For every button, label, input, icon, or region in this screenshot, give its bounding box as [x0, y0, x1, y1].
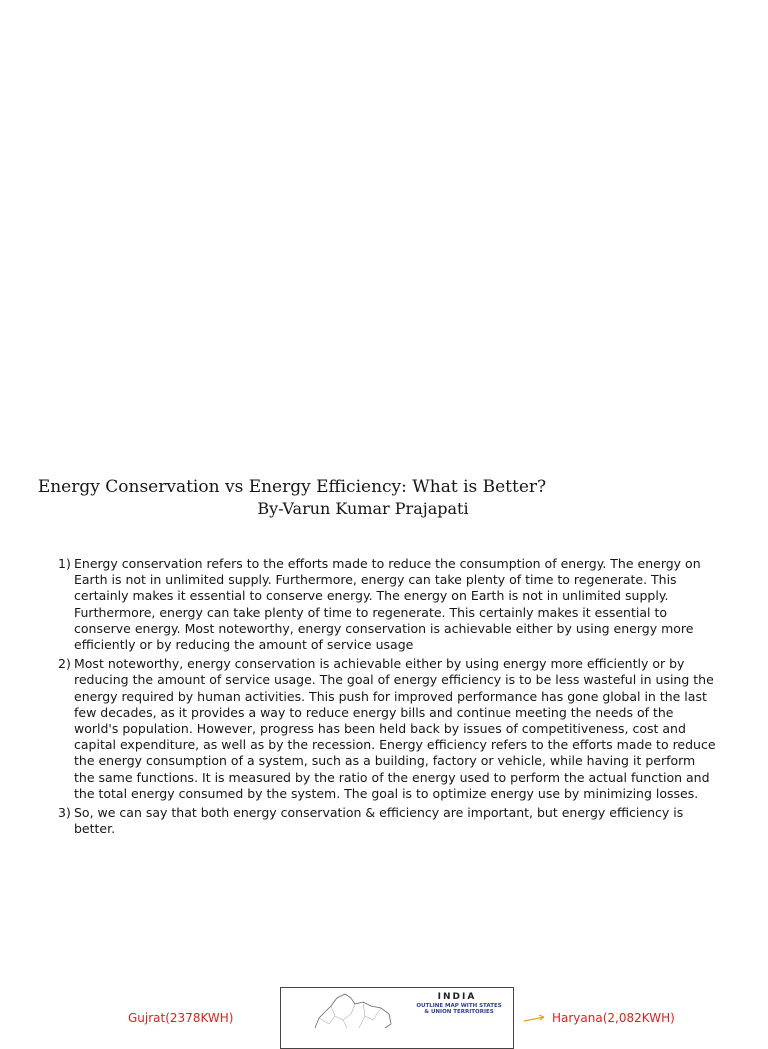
- map-subtitle: OUTLINE MAP WITH STATES & UNION TERRITORIES: [416, 1003, 502, 1015]
- list-item-text: So, we can say that both energy conservation & efficiency are important, but energy efficiency is better.: [74, 805, 684, 837]
- map-label-gujrat: Gujrat(2378KWH): [128, 1011, 234, 1025]
- list-item-text: Energy conservation refers to the efforts made to reduce the consumption of energy. The energy on Earth is not in unlimited supply. Furthermore, energy can take plenty of time to regenerate. This certainly makes it essential to conserve energy. The energy on Earth is not in unlimited supply. Furthermore, energy can take plenty of time to regenerate. This certainly makes it essential to conserve energy. Most noteworthy, energy conservation is achievable either by using energy more efficiently or by reducing the amount of service usage: [74, 556, 701, 653]
- pointer-arrow-icon: [524, 1012, 552, 1022]
- list-item: [58, 656, 718, 802]
- list-item-number: 1): [58, 556, 71, 571]
- numbered-list: [58, 556, 718, 840]
- list-item: [58, 556, 718, 653]
- list-item: [58, 805, 718, 837]
- map-label-haryana: Haryana(2,082KWH): [552, 1011, 675, 1025]
- india-outline-map: [280, 987, 514, 1049]
- list-item-text: Most noteworthy, energy conservation is achievable either by using energy more efficiently or by reducing the amount of service usage. The goal of energy efficiency is to be less wasteful in using the energy required by human activities. This push for improved performance has gone global in the last few decades, as it provides a way to reduce energy bills and continue meeting the needs of the world's population. However, progress has been held back by issues of competitiveness, cost and capital expenditure, as well as by the recession. Energy efficiency refers to the efforts made to reduce the energy consumption of a system, such as a building, factory or vehicle, while having it perform the same functions. It is measured by the ratio of the energy used to perform the actual function and the total energy consumed by the system. The goal is to optimize energy use by minimizing losses.: [74, 656, 716, 801]
- list-item-number: 2): [58, 656, 71, 672]
- author-byline: By-Varun Kumar Prajapati: [257, 499, 469, 518]
- map-title: INDIA: [437, 992, 477, 1002]
- india-map-outline-icon: [285, 990, 395, 1030]
- document-title: Energy Conservation vs Energy Efficiency: What is Better?: [37, 477, 547, 497]
- list-item-number: 3): [58, 805, 71, 821]
